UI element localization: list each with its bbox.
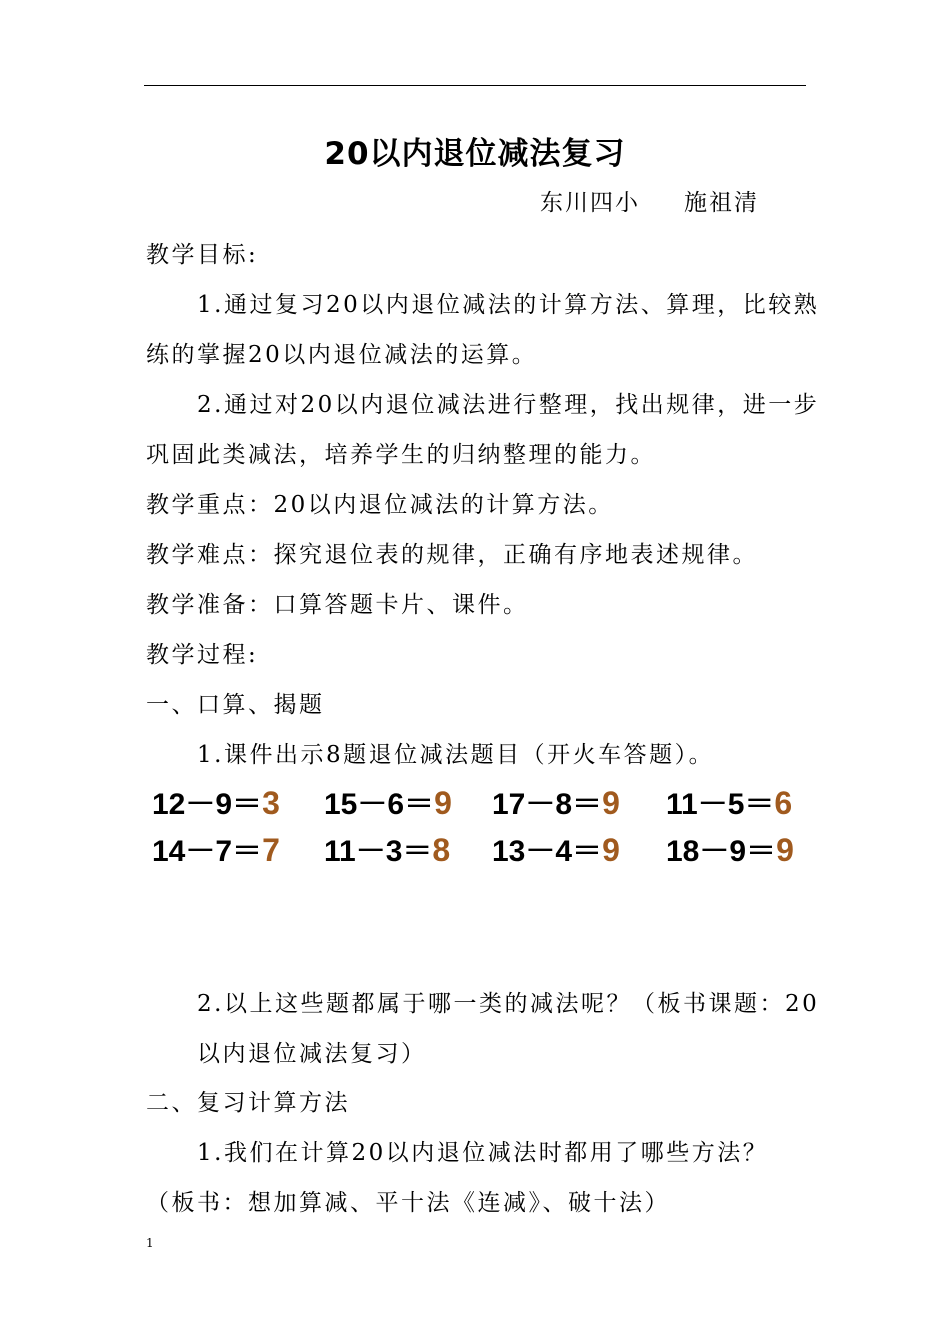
section-1-heading: 一、口算、揭题 bbox=[146, 692, 325, 718]
equation-expr: 11－3＝ bbox=[324, 835, 433, 868]
equation bbox=[152, 826, 280, 870]
section-1-item-2-line-2: 以内退位减法复习） bbox=[197, 1041, 427, 1067]
equation bbox=[324, 826, 450, 870]
goal-1-line-1: 1.通过复习20以内退位减法的计算方法、算理，比较熟 bbox=[197, 292, 820, 318]
equation-expr: 12－9＝ bbox=[152, 788, 263, 821]
author-school: 东川四小 bbox=[540, 190, 640, 216]
equation bbox=[324, 779, 452, 823]
key-point: 教学重点：20以内退位减法的计算方法。 bbox=[146, 492, 614, 518]
equation bbox=[666, 779, 792, 823]
equation bbox=[666, 826, 794, 870]
equation-expr: 14－7＝ bbox=[152, 835, 263, 868]
equation-expr: 11－5＝ bbox=[666, 788, 775, 821]
document-title: 20以内退位减法复习 bbox=[324, 136, 626, 172]
goal-1-line-2: 练的掌握20以内退位减法的运算。 bbox=[146, 342, 538, 368]
header-rule bbox=[144, 85, 806, 86]
difficult-point: 教学难点：探究退位表的规律，正确有序地表述规律。 bbox=[146, 542, 758, 568]
equation-expr: 15－6＝ bbox=[324, 788, 435, 821]
goal-2-line-2: 巩固此类减法，培养学生的归纳整理的能力。 bbox=[146, 442, 656, 468]
section-1-item-2-line-1: 2.以上这些题都属于哪一类的减法呢？（板书课题：20 bbox=[197, 991, 820, 1017]
equation bbox=[492, 826, 620, 870]
equation-answer: 6 bbox=[774, 785, 793, 821]
equation bbox=[152, 779, 280, 823]
equation-answer: 9 bbox=[776, 832, 794, 868]
teaching-goals-heading: 教学目标: bbox=[146, 242, 259, 268]
author-name: 施祖清 bbox=[684, 190, 759, 216]
process-heading: 教学过程: bbox=[146, 642, 259, 668]
equation bbox=[492, 779, 620, 823]
equation-expr: 18－9＝ bbox=[666, 835, 777, 868]
section-2-heading: 二、复习计算方法 bbox=[146, 1090, 350, 1116]
section-2-item-1-note: （板书：想加算减、平十法《连减》、破十法） bbox=[146, 1190, 670, 1216]
section-1-item-1: 1.课件出示8题退位减法题目（开火车答题）。 bbox=[197, 742, 715, 768]
equation-answer: 8 bbox=[432, 832, 451, 868]
section-2-item-1: 1.我们在计算20以内退位减法时都用了哪些方法？ bbox=[197, 1140, 769, 1166]
equation-expr: 13－4＝ bbox=[492, 835, 603, 868]
equation-answer: 9 bbox=[602, 832, 620, 868]
equation-answer: 3 bbox=[262, 785, 280, 821]
equation-answer: 7 bbox=[262, 832, 280, 868]
goal-2-line-1: 2.通过对20以内退位减法进行整理，找出规律，进一步 bbox=[197, 392, 820, 418]
equation-answer: 9 bbox=[602, 785, 620, 821]
author-line bbox=[540, 184, 759, 217]
page-number: 1 bbox=[146, 1236, 154, 1250]
equation-expr: 17－8＝ bbox=[492, 788, 603, 821]
preparation: 教学准备：口算答题卡片、课件。 bbox=[146, 592, 529, 618]
equation-answer: 9 bbox=[434, 785, 452, 821]
